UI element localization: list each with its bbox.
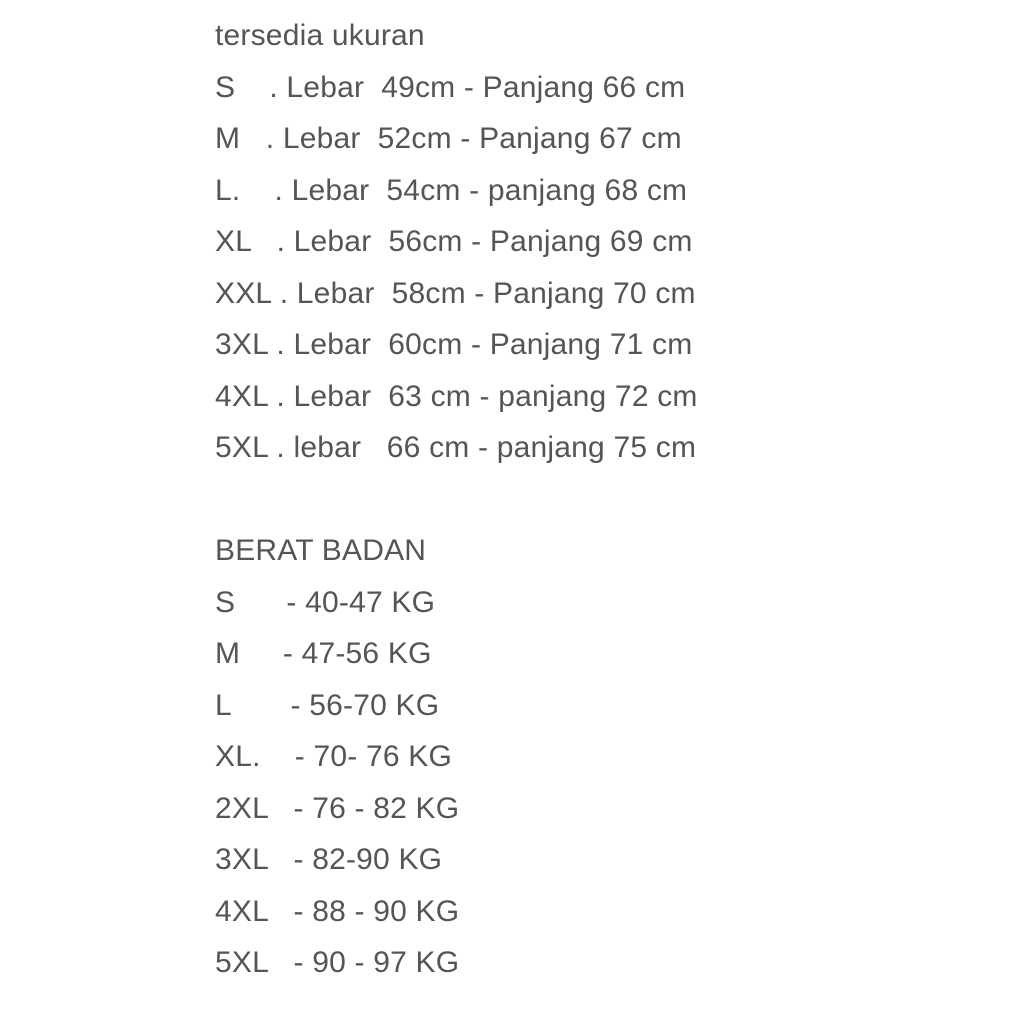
size-chart-document (215, 10, 1005, 989)
sizes-title: tersedia ukuran (215, 19, 425, 52)
size-line-m: M . Lebar 52cm - Panjang 67 cm (215, 122, 682, 155)
weight-line-2xl: 2XL - 76 - 82 KG (215, 791, 460, 825)
weight-line-s: S - 40-47 KG (215, 585, 436, 619)
weight-line-4xl: 4XL - 88 - 90 KG (215, 894, 460, 928)
size-line-xxl: XXL . Lebar 58cm - Panjang 70 cm (215, 276, 696, 310)
weight-line-3xl: 3XL - 82-90 KG (215, 843, 443, 876)
size-line-3xl: 3XL . Lebar 60cm - Panjang 71 cm (215, 328, 693, 361)
weight-title: BERAT BADAN (215, 534, 427, 567)
size-line-s: S . Lebar 49cm - Panjang 66 cm (215, 70, 686, 104)
section-spacer (215, 474, 1005, 526)
weight-line-l: L - 56-70 KG (215, 688, 440, 722)
weight-line-5xl: 5XL - 90 - 97 KG (215, 946, 460, 979)
size-line-xl: XL . Lebar 56cm - Panjang 69 cm (215, 225, 693, 258)
size-line-4xl: 4XL . Lebar 63 cm - panjang 72 cm (215, 379, 698, 413)
size-line-l: L. . Lebar 54cm - panjang 68 cm (215, 173, 688, 207)
weight-line-m: M - 47-56 KG (215, 637, 432, 670)
size-line-5xl: 5XL . lebar 66 cm - panjang 75 cm (215, 431, 697, 464)
weight-line-xl: XL. - 70- 76 KG (215, 740, 453, 773)
